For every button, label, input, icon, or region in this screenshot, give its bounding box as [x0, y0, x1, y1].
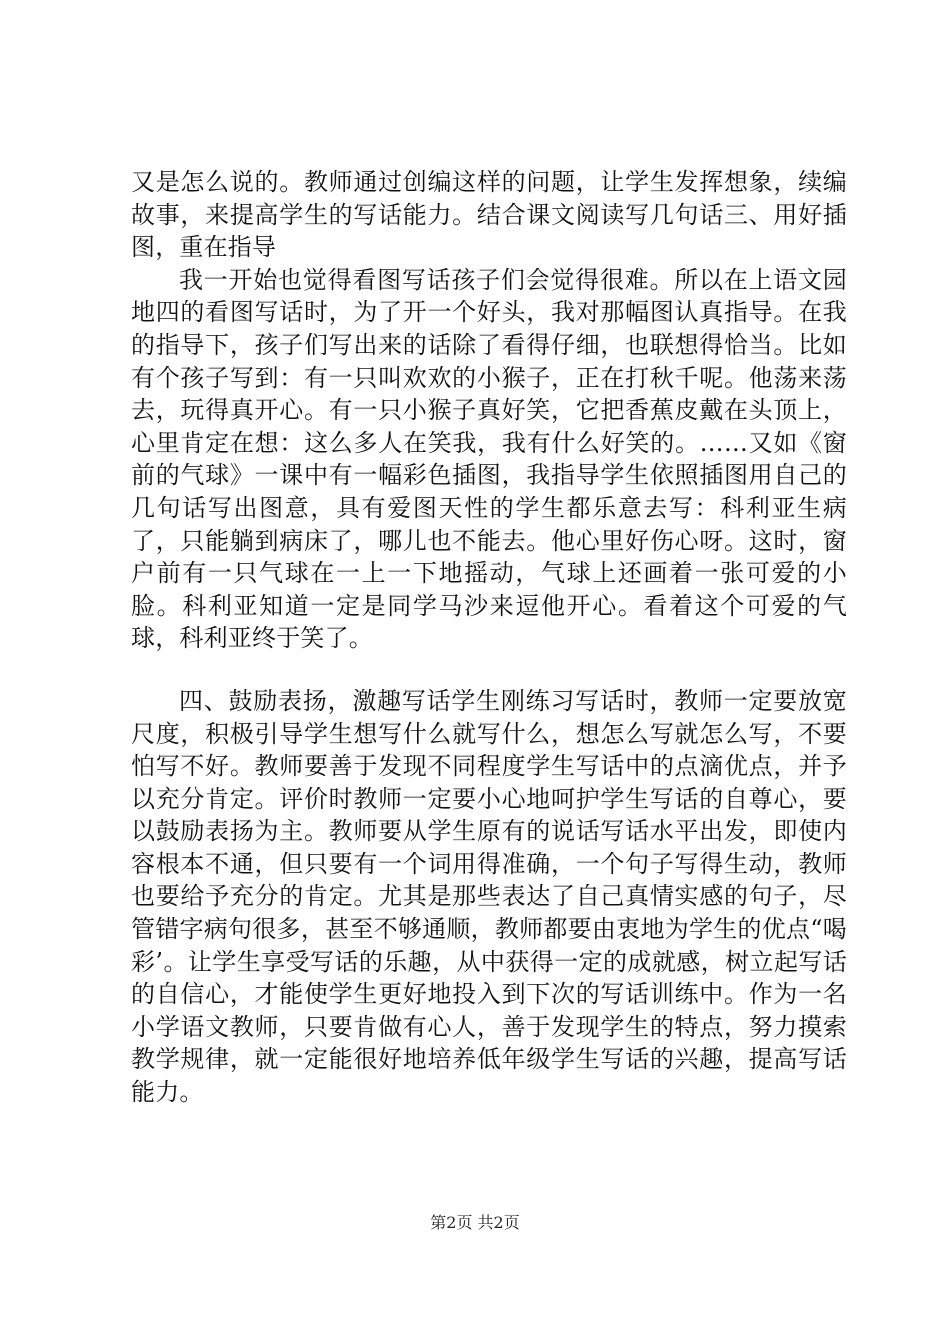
paragraph-picture-writing: 我一开始也觉得看图写话孩子们会觉得很难。所以在上语文园地四的看图写话时，为了开一个好头，我对那幅图认真指导。在我的指导下，孩子们写出来的话除了看得仔细，也联想得恰当。比如有个孩子写到：有一只叫欢欢的小猴子，正在打秋千呢。他荡来荡去，玩得真开心。有一只小猴子真好笑，它把香蕉皮戴在头顶上，心里肯定在想：这么多人在笑我，我有什么好笑的。……又如《窗前的气球》一课中有一幅彩色插图，我指导学生依照插图用自己的几句话写出图意，具有爱图天性的学生都乐意去写：科利亚生病了，只能躺到病床了，哪儿也不能去。他心里好伤心呀。这时，窗户前有一只气球在一上一下地摇动，气球上还画着一张可爱的小脸。科利亚知道一定是同学马沙来逗他开心。看着这个可爱的气球，科利亚终于笑了。	[131, 265, 847, 653]
paragraph-continuation: 又是怎么说的。教师通过创编这样的问题，让学生发挥想象，续编故事，来提高学生的写话能力。结合课文阅读写几句话三、用好插图，重在指导	[131, 168, 847, 262]
paragraph-encourage: 四、鼓励表扬，激趣写话学生刚练习写话时，教师一定要放宽尺度，积极引导学生想写什么就写什么，想怎么写就怎么写，不要怕写不好。教师要善于发现不同程度学生写话中的点滴优点，并予以充分肯定。评价时教师一定要小心地呵护学生写话的自尊心，要以鼓励表扬为主。教师要从学生原有的说话写话水平出发，即使内容根本不通，但只要有一个词用得准确，一个句子写得生动，教师也要给予充分的肯定。尤其是那些表达了自己真情实感的句子，尽管错字病句很多，甚至不够通顺，教师都要由衷地为学生的优点“喝彩’。让学生享受写话的乐趣，从中获得一定的成就感，树立起写话的自信心，才能使学生更好地投入到下次的写话训练中。作为一名小学语文教师，只要肯做有心人，善于发现学生的特点，努力摸索教学规律，就一定能很好地培养低年级学生写话的兴趣，提高写话能力。	[131, 686, 847, 1107]
document-body	[131, 166, 847, 1109]
page-footer: 第2页 共2页	[430, 1213, 520, 1232]
